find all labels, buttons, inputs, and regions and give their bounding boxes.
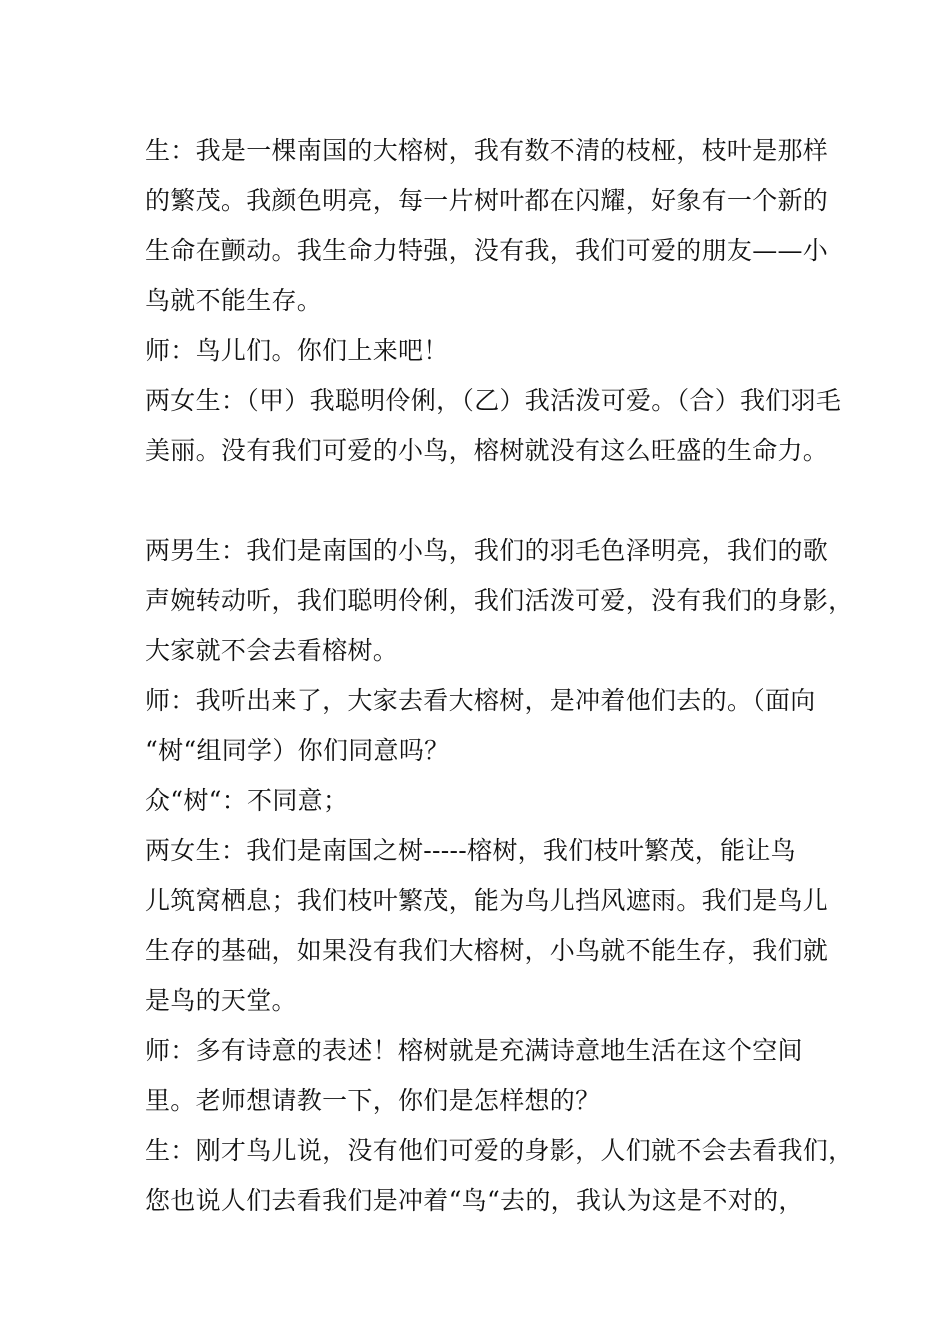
text-line: 师：我听出来了，大家去看大榕树，是冲着他们去的。（面向 [145, 686, 816, 715]
text-line: 的繁茂。我颜色明亮，每一片树叶都在闪耀，好象有一个新的 [145, 186, 829, 215]
text-line: 大家就不会去看榕树。 [145, 636, 399, 665]
text-line: 两女生：（甲）我聪明伶俐，（乙）我活泼可爱。（合）我们羽毛 [145, 386, 842, 415]
text-line: 生存的基础，如果没有我们大榕树，小鸟就不能生存，我们就 [145, 936, 829, 965]
text-line: 儿筑窝栖息；我们枝叶繁茂，能为鸟儿挡风遮雨。我们是鸟儿 [145, 886, 829, 915]
text-line: 您也说人们去看我们是冲着“鸟“去的，我认为这是不对的， [145, 1186, 804, 1215]
text-line: 师：多有诗意的表述！榕树就是充满诗意地生活在这个空间 [145, 1036, 803, 1065]
text-line: 生命在颤动。我生命力特强，没有我，我们可爱的朋友——小 [145, 236, 829, 265]
text-line: 生：刚才鸟儿说，没有他们可爱的身影，人们就不会去看我们， [145, 1136, 854, 1165]
text-line: 是鸟的天堂。 [145, 986, 297, 1015]
text-line: 师：鸟儿们。你们上来吧！ [145, 336, 449, 365]
text-line: 两女生：我们是南国之树-----榕树，我们枝叶繁茂，能让鸟 [145, 836, 796, 865]
text-line: 鸟就不能生存。 [145, 286, 323, 315]
text-line: 众“树“：不同意； [145, 786, 349, 815]
text-line: 两男生：我们是南国的小鸟，我们的羽毛色泽明亮，我们的歌 [145, 536, 829, 565]
text-line: 美丽。没有我们可爱的小鸟，榕树就没有这么旺盛的生命力。 [145, 436, 829, 465]
text-line: 生：我是一棵南国的大榕树，我有数不清的枝桠，枝叶是那样 [145, 136, 829, 165]
text-line: “树“组同学）你们同意吗？ [145, 736, 450, 765]
text-line: 声婉转动听，我们聪明伶俐，我们活泼可爱，没有我们的身影， [145, 586, 854, 615]
text-line: 里。老师想请教一下，你们是怎样想的？ [145, 1086, 601, 1115]
